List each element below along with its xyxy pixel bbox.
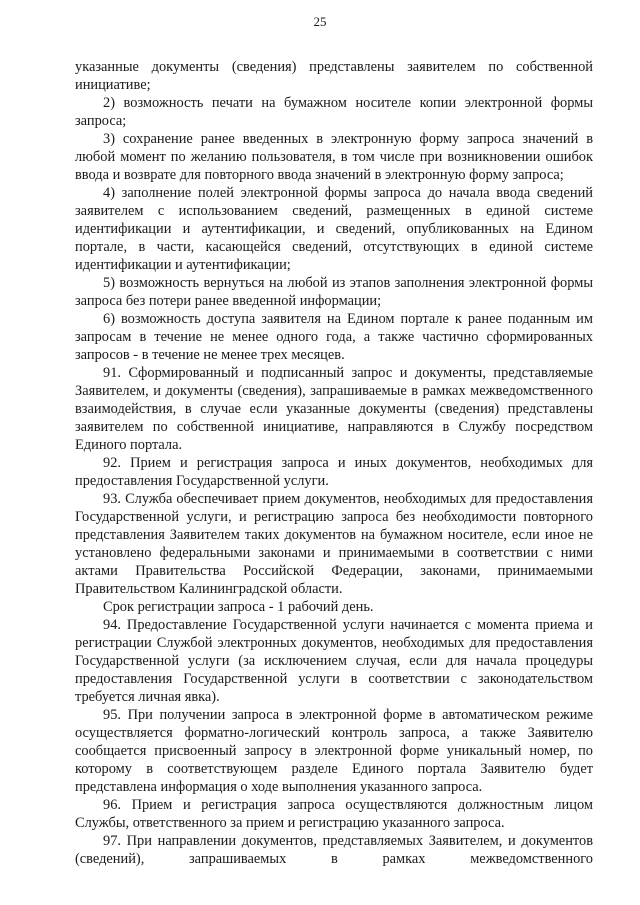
paragraph: 4) заполнение полей электронной формы запроса до начала ввода сведений заявителем с использованием сведений, размещенных в единой системе идентификации и аутентификации, и сведений, опубликованных на Едином портале, в части, касающейся сведений, отсутствующих в единой системе идентификации и аутентификации; [75, 185, 593, 273]
paragraph: 97. При направлении документов, представляемых Заявителем, и документов (сведений), запрашиваемых в рамках межведомственного [75, 833, 593, 867]
document-body [75, 58, 593, 868]
paragraph: 3) сохранение ранее введенных в электронную форму запроса значений в любой момент по желанию пользователя, в том числе при возникновении ошибок ввода и возврате для повторного ввода значений в электронную форму запроса; [75, 131, 593, 183]
paragraph: 6) возможность доступа заявителя на Едином портале к ранее поданным им запросам в течение не менее одного года, а также частично сформированных запросов - в течение не менее трех месяцев. [75, 311, 593, 363]
paragraph: 96. Прием и регистрация запроса осуществляются должностным лицом Службы, ответственного за прием и регистрацию указанного запроса. [75, 797, 593, 831]
page-number: 25 [313, 14, 327, 29]
paragraph: указанные документы (сведения) представлены заявителем по собственной инициативе; [75, 59, 593, 93]
paragraph: 92. Прием и регистрация запроса и иных документов, необходимых для предоставления Государственной услуги. [75, 455, 593, 489]
paragraph: 95. При получении запроса в электронной форме в автоматическом режиме осуществляется форматно-логический контроль запроса, а также Заявителю сообщается присвоенный запросу в электронной форме уникальный номер, по которому в соответствующем разделе Единого портала Заявителю будет представлена информация о ходе выполнения указанного запроса. [75, 707, 593, 795]
paragraph: 2) возможность печати на бумажном носителе копии электронной формы запроса; [75, 95, 593, 129]
paragraph: 94. Предоставление Государственной услуги начинается с момента приема и регистрации Службой электронных документов, необходимых для предоставления Государственной услуги (за исключением случая, если для начала процедуры предоставления Государственной услуги в соответствии с законодательством требуется личная явка). [75, 617, 593, 705]
paragraph: 5) возможность вернуться на любой из этапов заполнения электронной формы запроса без потери ранее введенной информации; [75, 275, 593, 309]
paragraph: 93. Служба обеспечивает прием документов, необходимых для предоставления Государственной услуги, и регистрацию запроса без необходимости повторного представления Заявителем таких документов на бумажном носителе, если иное не установлено федеральными законами и принимаемыми в соответствии с ними актами Правительства Российской Федерации, законами, принимаемыми Правительством Калининградской области. [75, 491, 593, 597]
paragraph: Срок регистрации запроса - 1 рабочий день. [103, 599, 374, 615]
paragraph: 91. Сформированный и подписанный запрос и документы, представляемые Заявителем, и документы (сведения), запрашиваемые в рамках межведомственного взаимодействия, в случае если указанные документы (сведения) представлены заявителем по собственной инициативе, направляются в Службу посредством Единого портала. [75, 365, 593, 453]
